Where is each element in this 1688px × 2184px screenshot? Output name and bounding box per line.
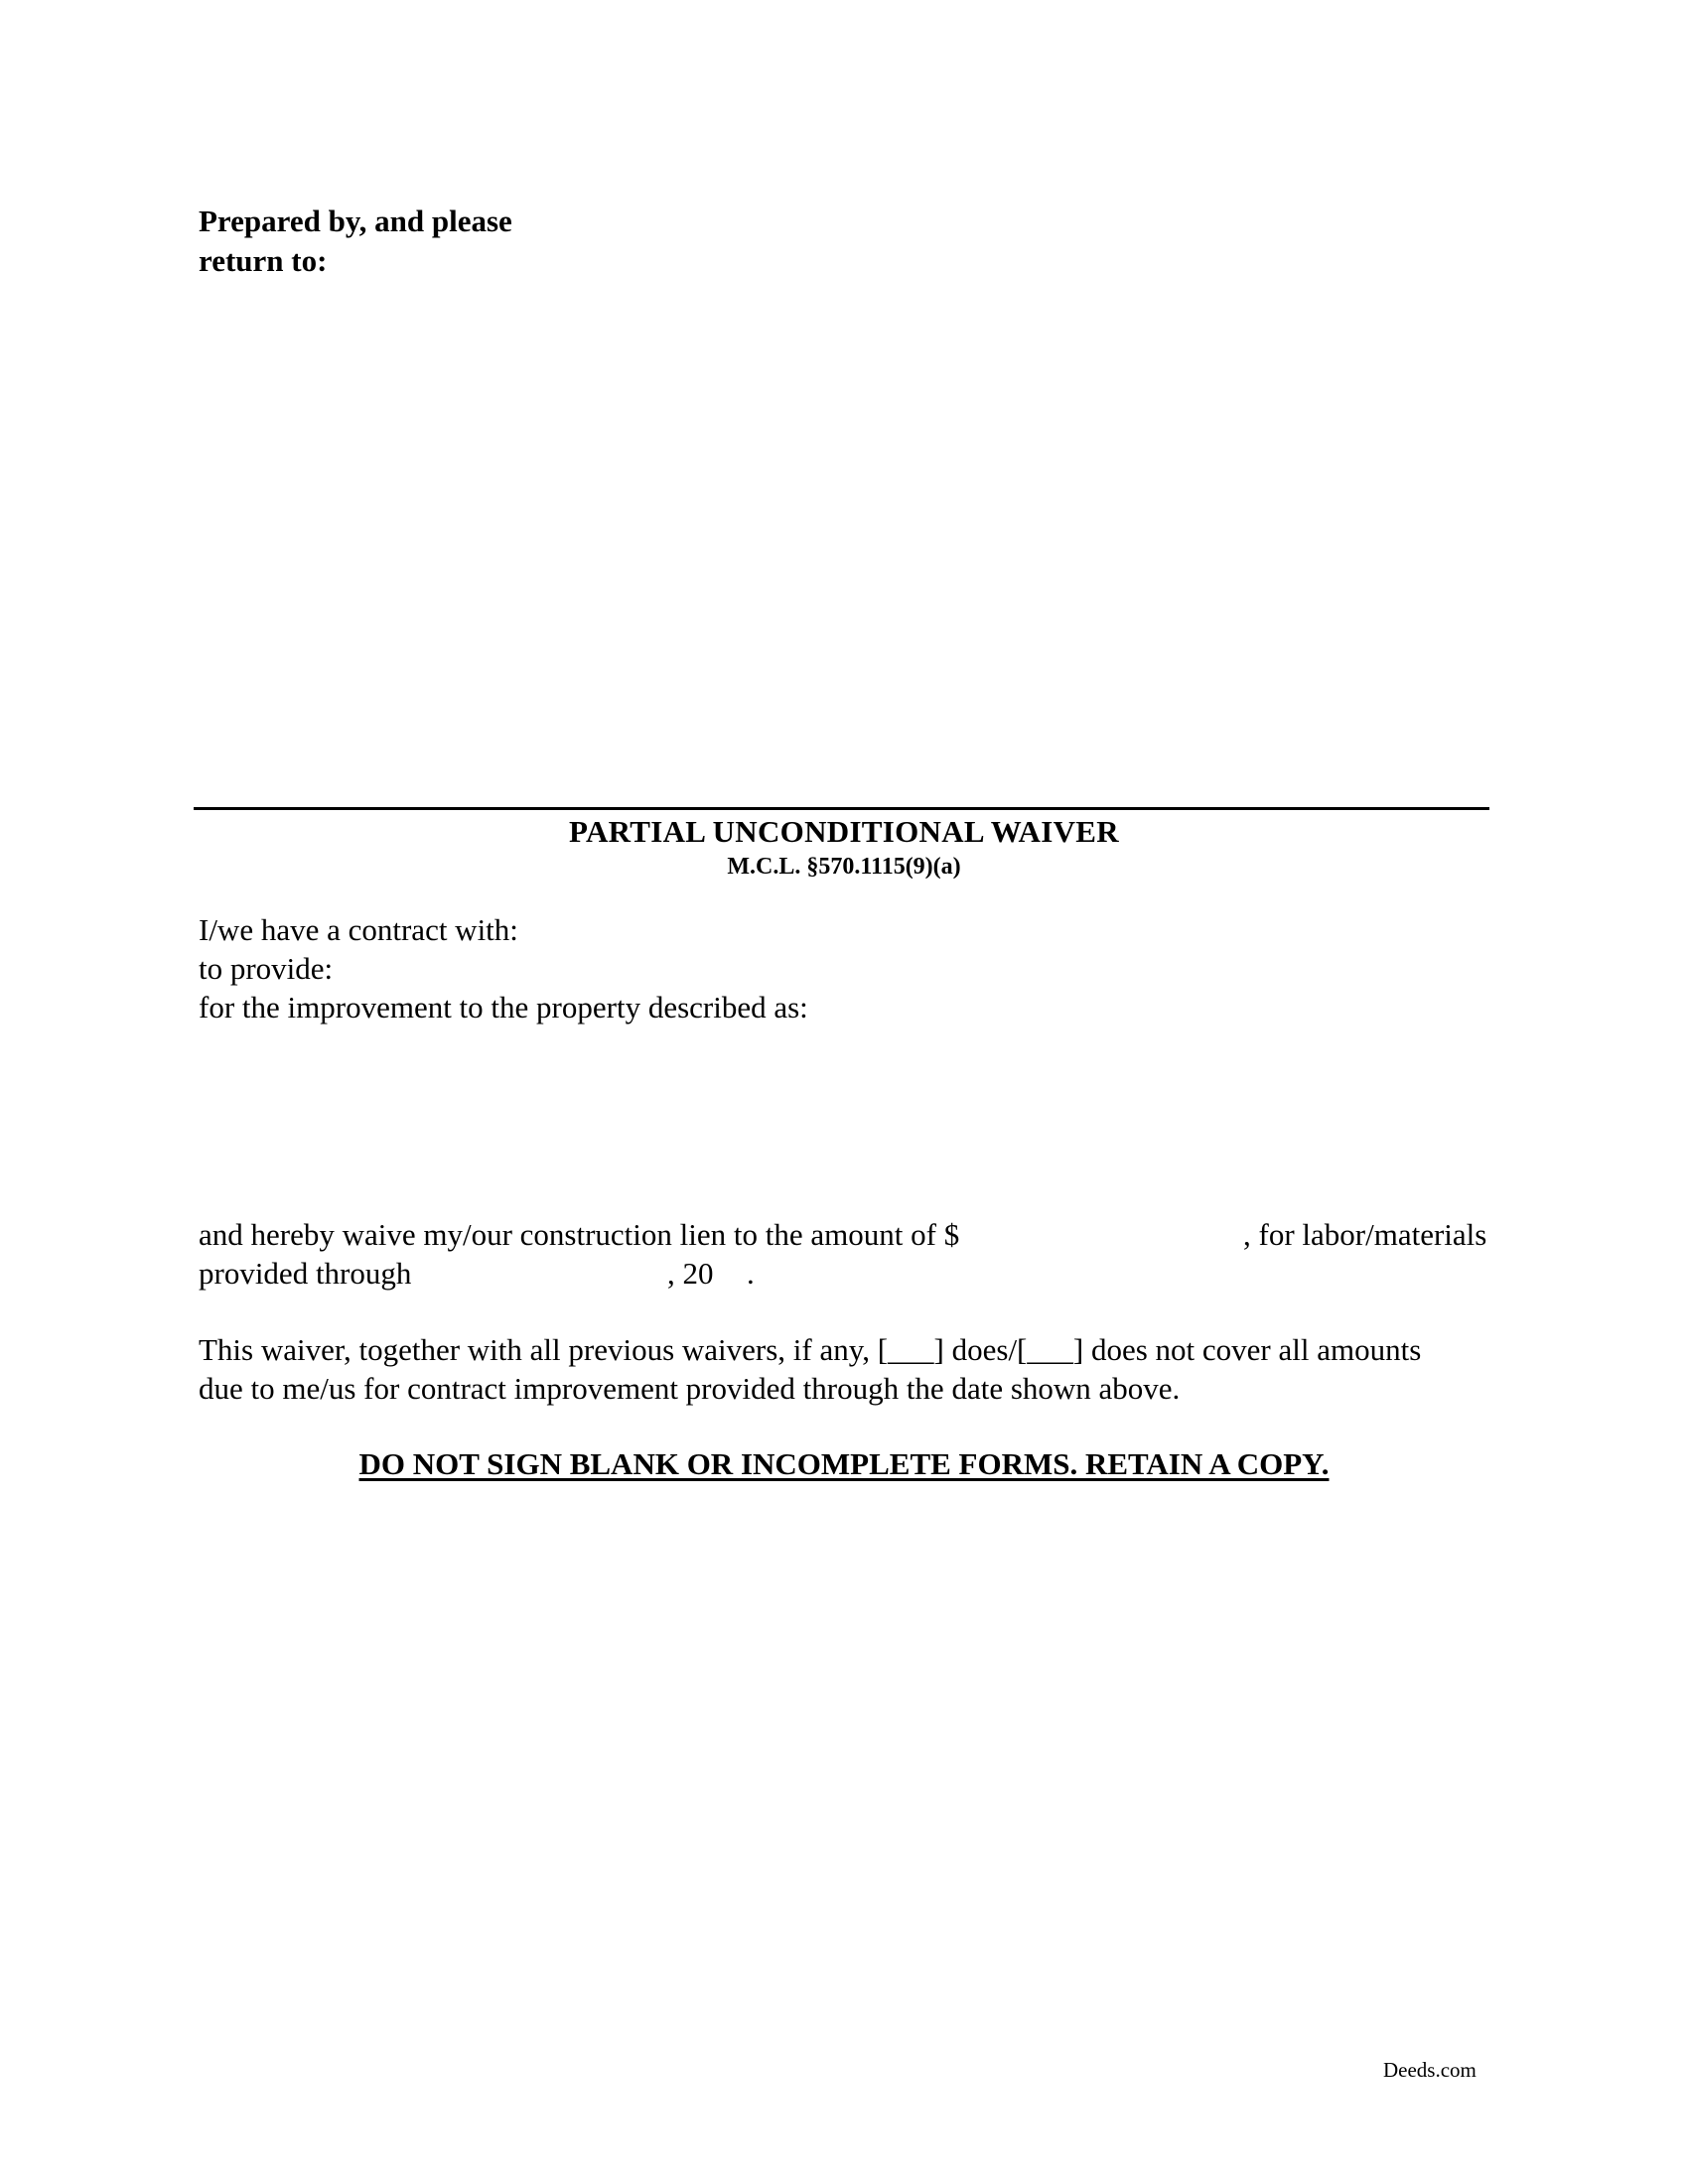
return-to-line: return to: [199, 243, 328, 278]
document-title: PARTIAL UNCONDITIONAL WAIVER [569, 814, 1119, 849]
date-period: . [747, 1256, 755, 1291]
provided-through-text: provided through [199, 1256, 412, 1291]
statute-citation: M.C.L. §570.1115(9)(a) [727, 854, 961, 880]
coverage-line-1: This waiver, together with all previous waivers, if any, [___] does/[___] does not cover all amounts [199, 1332, 1422, 1367]
coverage-paragraph [199, 1330, 1509, 1408]
labor-materials-text: , for labor/materials [1243, 1217, 1487, 1252]
to-provide-line: to provide: [199, 951, 334, 986]
coverage-line-2: due to me/us for contract improvement provided through the date shown above. [199, 1371, 1181, 1406]
waive-amount-line: and hereby waive my/our construction lien to the amount of $ [199, 1217, 960, 1252]
footer-brand: Deeds.com [1383, 2058, 1477, 2082]
warning-notice: DO NOT SIGN BLANK OR INCOMPLETE FORMS. RETAIN A COPY. [358, 1446, 1330, 1481]
contract-with-line: I/we have a contract with: [199, 912, 518, 947]
year-prefix: , 20 [667, 1256, 714, 1291]
contract-block [199, 910, 808, 1026]
property-described-line: for the improvement to the property described as: [199, 990, 808, 1024]
prepared-by-block [199, 202, 512, 281]
title-divider [194, 807, 1489, 810]
prepared-by-line: Prepared by, and please [199, 204, 512, 238]
